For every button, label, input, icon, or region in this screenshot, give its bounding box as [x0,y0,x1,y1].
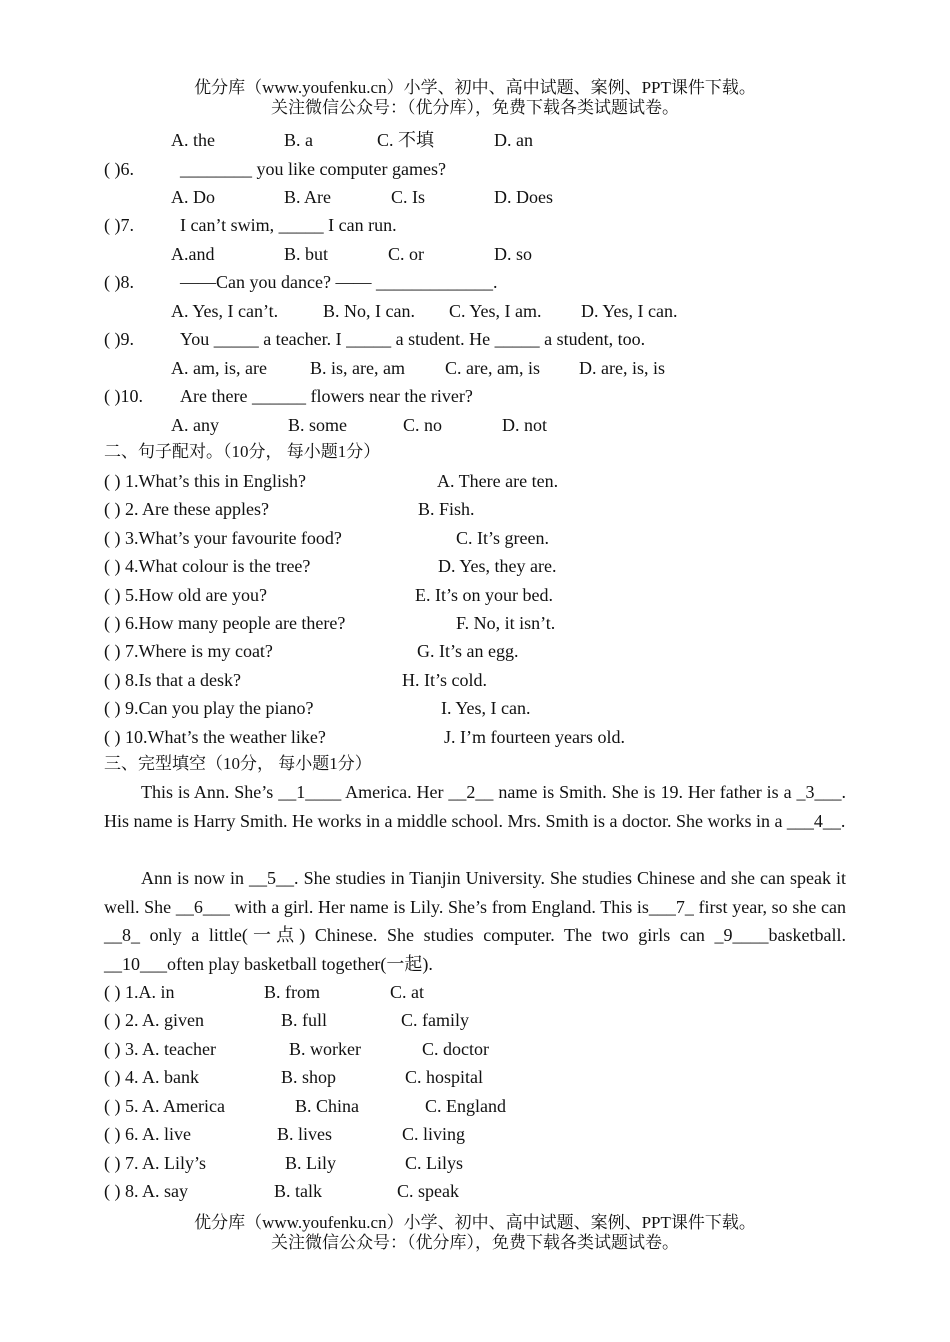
question-number: ( )7. [104,215,134,235]
match-answer: B. Fish. [418,499,475,519]
cloze-paragraph-2: Ann is now in __5__. She studies in Tianjin University. She studies Chinese and she can speak it well. She __6___ with a girl. Her name is Lily. She’s from England. This is___7_ first year, so she can __8_ only a little(一点) Chinese. She studies computer. The two girls can _9____basketball. __10___often play basketball together(一起). [104,868,846,974]
match-answer: J. I’m fourteen years old. [444,727,625,747]
option: B. a [284,130,313,150]
question-number: ( )8. [104,272,134,292]
cloze-option-b: B. worker [289,1039,361,1059]
cloze-option-c: C. hospital [405,1067,484,1087]
option: C. no [403,415,443,435]
option: D. are, is, is [579,358,665,378]
option: D. so [494,244,533,264]
option: C. Yes, I am. [449,301,542,321]
cloze-option-c: C. doctor [422,1039,489,1059]
cloze-option-b: B. from [264,982,320,1002]
cloze-option-c: C. family [401,1010,469,1030]
option: A.and [171,244,215,264]
cloze-option-b: B. full [281,1010,328,1030]
match-question: ( ) 8.Is that a desk? [104,670,241,690]
option: C. Is [391,187,426,207]
match-question: ( ) 1.What’s this in English? [104,471,306,491]
option: C. 不填 [377,130,435,150]
match-answer: F. No, it isn’t. [456,613,556,633]
option: B. is, are, am [310,358,405,378]
option: B. No, I can. [323,301,415,321]
question-number: ( )9. [104,329,134,349]
option: C. or [388,244,424,264]
cloze-option-a: ( ) 8. A. say [104,1181,188,1201]
question-stem: ——Can you dance? —— _____________. [180,272,498,292]
cloze-option-a: ( ) 5. A. America [104,1096,225,1116]
cloze-option-c: C. England [425,1096,506,1116]
cloze-option-b: B. talk [274,1181,322,1201]
option: A. Yes, I can’t. [171,301,279,321]
cloze-option-b: B. lives [277,1124,333,1144]
question-number: ( )10. [104,386,143,406]
cloze-option-b: B. shop [281,1067,337,1087]
option: C. are, am, is [445,358,540,378]
option: A. the [171,130,215,150]
option: D. an [494,130,533,150]
cloze-option-c: C. living [402,1124,466,1144]
match-answer: A. There are ten. [437,471,559,491]
question-number: ( )6. [104,159,134,179]
match-question: ( ) 9.Can you play the piano? [104,698,314,718]
match-question: ( ) 2. Are these apples? [104,499,269,519]
cloze-option-c: C. speak [397,1181,459,1201]
match-answer: H. It’s cold. [402,670,487,690]
match-question: ( ) 10.What’s the weather like? [104,727,326,747]
question-stem: I can’t swim, _____ I can run. [180,215,397,235]
option: A. any [171,415,219,435]
cloze-option-b: B. China [295,1096,360,1116]
match-answer: G. It’s an egg. [417,641,519,661]
cloze-option-c: C. Lilys [405,1153,464,1173]
cloze-option-a: ( ) 7. A. Lily’s [104,1153,206,1173]
section-2-title: 二、句子配对。（10分， 每小题1分） [104,442,381,461]
question-stem: You _____ a teacher. I _____ a student. He _____ a student, too. [180,329,646,349]
cloze-option-a: ( ) 4. A. bank [104,1067,199,1087]
header-line-2: 关注微信公众号：（优分库），免费下载各类试题试卷。 [271,98,679,117]
cloze-option-a: ( ) 3. A. teacher [104,1039,216,1059]
question-stem: ________ you like computer games? [180,159,446,179]
match-answer: I. Yes, I can. [441,698,531,718]
cloze-option-a: ( ) 2. A. given [104,1010,204,1030]
option: B. some [288,415,348,435]
question-stem: Are there ______ flowers near the river? [180,386,473,406]
match-answer: C. It’s green. [456,528,549,548]
match-answer: D. Yes, they are. [438,556,557,576]
option: D. Does [494,187,553,207]
cloze-option-a: ( ) 6. A. live [104,1124,191,1144]
option: B. Are [284,187,331,207]
match-answer: E. It’s on your bed. [415,585,553,605]
option: A. Do [171,187,215,207]
match-question: ( ) 5.How old are you? [104,585,267,605]
section-3-title: 三、完型填空（10分， 每小题1分） [104,754,372,773]
cloze-paragraph-1: This is Ann. She’s __1____ America. Her __2__ name is Smith. She is 19. Her father is a _3___. His name is Harry Smith. He works in a middle school. Mrs. Smith is a doctor. She works in a ___4__. [104,782,846,831]
option: B. but [284,244,329,264]
option: A. am, is, are [171,358,267,378]
match-question: ( ) 3.What’s your favourite food? [104,528,342,548]
option: D. Yes, I can. [581,301,678,321]
match-question: ( ) 7.Where is my coat? [104,641,273,661]
footer-line-2: 关注微信公众号：（优分库），免费下载各类试题试卷。 [271,1233,679,1252]
cloze-option-a: ( ) 1.A. in [104,982,175,1002]
cloze-option-b: B. Lily [285,1153,337,1173]
match-question: ( ) 6.How many people are there? [104,613,346,633]
header-line-1: 优分库（www.youfenku.cn）小学、初中、高中试题、案例、PPT课件下载。 [194,78,756,97]
footer-line-1: 优分库（www.youfenku.cn）小学、初中、高中试题、案例、PPT课件下载。 [194,1213,756,1232]
option: D. not [502,415,547,435]
cloze-option-c: C. at [390,982,424,1002]
match-question: ( ) 4.What colour is the tree? [104,556,311,576]
